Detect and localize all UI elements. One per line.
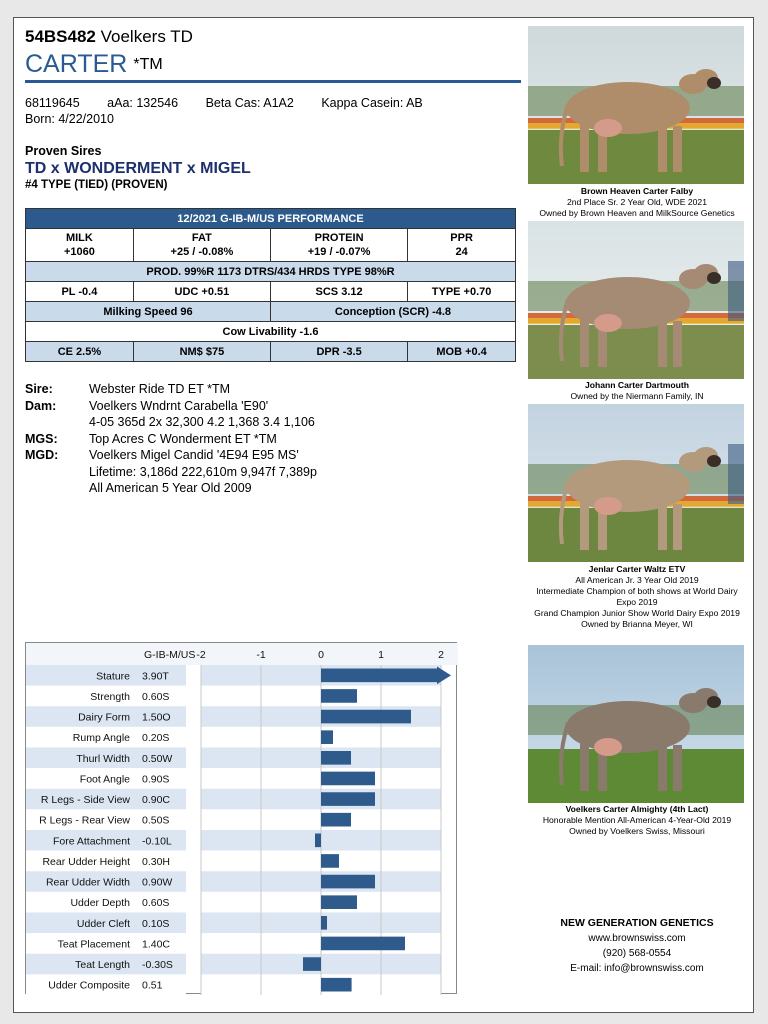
trait-label: Foot Angle — [79, 773, 130, 786]
pedigree-value: 4-05 365d 2x 32,300 4.2 1,368 3.4 1,106 — [89, 415, 315, 429]
pedigree-row — [25, 447, 317, 464]
sire-name-line — [25, 50, 163, 79]
dpr-value: DPR -3.5 — [270, 342, 407, 362]
conception-rate: Conception (SCR) -4.8 — [270, 302, 515, 322]
photo-caption-line: Owned by Brianna Meyer, WI — [581, 619, 693, 629]
udc-value: UDC +0.51 — [133, 282, 270, 302]
trait-label: Rump Angle — [72, 732, 130, 745]
cow-illustration — [528, 645, 744, 803]
trait-value-label: 0.20S — [142, 732, 170, 745]
photo-caption-line: Honorable Mention All-American 4-Year-Old 2019 — [542, 815, 732, 825]
aaa-code: aAa: 132546 — [107, 96, 179, 110]
beta-casein: Beta Cas: A1A2 — [205, 96, 294, 110]
ppr-cell — [408, 229, 516, 262]
photo-caption — [526, 186, 748, 219]
photo-caption-line: Owned by Voelkers Swiss, Missouri — [569, 826, 705, 836]
photo-caption-title: Voelkers Carter Almighty (4th Lact) — [565, 804, 709, 814]
cow-photo — [528, 221, 744, 379]
pedigree-label: Dam: — [25, 398, 57, 413]
cow-illustration — [528, 221, 744, 379]
trait-value-label: 0.50S — [142, 814, 170, 827]
calving-ease: CE 2.5% — [26, 342, 134, 362]
mob-value: MOB +0.4 — [408, 342, 516, 362]
trait-bar — [315, 834, 321, 848]
trait-bar — [321, 875, 375, 889]
performance-title: 12/2021 G-IB-M/US PERFORMANCE — [26, 209, 516, 229]
photo-caption-title: Johann Carter Dartmouth — [584, 380, 690, 390]
x-tick-label: 1 — [378, 649, 384, 661]
trait-label: Rear Udder Height — [42, 855, 130, 868]
trait-label: Rear Udder Width — [45, 876, 130, 889]
trait-label: Stature — [96, 670, 130, 683]
protein-cell — [270, 229, 407, 262]
trait-value-label: 0.51 — [142, 979, 163, 992]
pedigree-value: Voelkers Wndrnt Carabella 'E90' — [89, 398, 269, 413]
website-link[interactable]: www.brownswiss.com — [588, 933, 686, 944]
x-tick-label: 2 — [438, 649, 444, 661]
fat-cell — [133, 229, 270, 262]
trait-value-label: 0.30H — [142, 855, 171, 868]
trait-label: Udder Depth — [70, 897, 130, 910]
kappa-casein: Kappa Casein: AB — [321, 96, 423, 110]
trait-bar — [321, 751, 351, 765]
chart-header-bg — [26, 643, 458, 665]
pedigree-value: Webster Ride TD ET *TM — [89, 382, 231, 396]
trait-bar — [321, 730, 333, 744]
proven-sires-label: Proven Sires — [25, 144, 102, 158]
photo-caption-line: Owned by Brown Heaven and MilkSource Genetics — [539, 208, 735, 218]
pedigree-row — [25, 398, 317, 415]
trait-value-label: 1.40C — [142, 938, 171, 951]
trait-bar — [321, 792, 375, 806]
trait-bar — [321, 854, 339, 868]
trait-value-label: -0.10L — [142, 835, 172, 848]
trait-bar — [321, 978, 352, 992]
phone-number: (920) 568-0554 — [602, 948, 672, 959]
milk-cell — [26, 229, 134, 262]
trait-label: R Legs - Side View — [40, 794, 130, 807]
milk-label: MILK — [65, 232, 93, 244]
company-name: NEW GENERATION GENETICS — [560, 917, 714, 929]
pedigree-label: Sire: — [25, 382, 53, 396]
pedigree-label — [25, 480, 89, 497]
cow-livability: Cow Livability -1.6 — [26, 322, 516, 342]
trait-value-label: 0.50W — [142, 752, 173, 765]
trait-bar — [321, 813, 351, 827]
sire-suffix: *TM — [133, 56, 163, 73]
photo-caption — [526, 564, 748, 630]
protein-value: +19 / -0.07% — [307, 246, 371, 258]
x-tick-label: -2 — [196, 649, 206, 661]
type-value: TYPE +0.70 — [408, 282, 516, 302]
milking-speed: Milking Speed 96 — [26, 302, 271, 322]
trait-value-label: 0.60S — [142, 897, 170, 910]
reg-number: 68119645 — [25, 96, 80, 110]
photo-caption — [526, 804, 748, 837]
trait-bar — [303, 957, 321, 971]
trait-value-label: 0.90C — [142, 794, 171, 807]
photo-caption-line: 2nd Place Sr. 2 Year Old, WDE 2021 — [567, 197, 707, 207]
pedigree-label — [25, 464, 89, 481]
photo-caption-line: All American Jr. 3 Year Old 2019 — [575, 575, 699, 585]
photo-caption-line: Grand Champion Junior Show World Dairy Expo 2019 — [534, 608, 740, 618]
sire-sheet — [13, 17, 754, 1013]
sire-code: 54BS482 — [25, 27, 96, 46]
photo-caption-title: Jenlar Carter Waltz ETV — [588, 564, 686, 574]
prod-reliability: PROD. 99%R 1173 DTRS/434 HRDS TYPE 98%R — [26, 262, 516, 282]
pedigree-label: MGS: — [25, 431, 58, 446]
trait-value-label: 0.60S — [142, 690, 170, 703]
trait-label: Teat Length — [75, 959, 130, 972]
cow-photo — [528, 645, 744, 803]
trait-label: Udder Cleft — [76, 917, 130, 930]
pedigree-row — [25, 480, 317, 497]
trait-value-label: 0.90S — [142, 773, 170, 786]
linear-chart-svg — [26, 643, 458, 995]
pedigree-label — [25, 414, 89, 431]
trait-bar — [321, 667, 451, 685]
photo-caption — [526, 380, 748, 402]
ppr-value: 24 — [455, 246, 468, 258]
pedigree-value: All American 5 Year Old 2009 — [89, 481, 252, 495]
sire-name: CARTER — [25, 50, 128, 78]
cow-illustration — [528, 404, 744, 562]
trait-bar — [321, 689, 357, 703]
pedigree-label: MGD: — [25, 448, 59, 462]
trait-bar — [321, 895, 357, 909]
trait-label: Udder Composite — [48, 979, 130, 992]
trait-value-label: -0.30S — [142, 959, 173, 972]
trait-bar — [321, 772, 375, 786]
pedigree-row — [25, 414, 317, 431]
trait-label: Fore Attachment — [52, 835, 130, 848]
cow-photo — [528, 26, 744, 184]
contact-block — [526, 916, 748, 976]
trait-value-label: 0.10S — [142, 917, 170, 930]
linear-type-chart — [25, 642, 457, 994]
x-tick-label: -1 — [256, 649, 266, 661]
sire-code-line — [25, 27, 193, 47]
x-tick-label: 0 — [318, 649, 324, 661]
trait-bar — [321, 710, 411, 724]
cow-photo — [528, 404, 744, 562]
scs-value: SCS 3.12 — [270, 282, 407, 302]
trait-label: Thurl Width — [76, 752, 130, 765]
chart-header-label: G-IB-M/US — [144, 649, 196, 661]
birth-date: Born: 4/22/2010 — [25, 112, 114, 126]
pedigree-row — [25, 381, 317, 398]
net-merit: NM$ $75 — [133, 342, 270, 362]
ppr-label: PPR — [450, 232, 473, 244]
trait-bar — [321, 916, 327, 930]
email-address[interactable]: E-mail: info@brownswiss.com — [570, 963, 704, 974]
fat-label: FAT — [191, 232, 212, 244]
trait-value-label: 1.50O — [142, 711, 171, 724]
pedigree — [25, 381, 317, 497]
photo-caption-line: Intermediate Champion of both shows at World Dairy Expo 2019 — [536, 586, 738, 607]
trait-label: Dairy Form — [78, 711, 130, 724]
proven-sires-lineage: TD x WONDERMENT x MIGEL — [25, 160, 251, 177]
photo-caption-line: Owned by the Niermann Family, IN — [570, 391, 704, 401]
photo-caption-title: Brown Heaven Carter Falby — [580, 186, 694, 196]
pedigree-value: Lifetime: 3,186d 222,610m 9,947f 7,389p — [89, 464, 317, 479]
trait-value-label: 3.90T — [142, 670, 169, 683]
protein-label: PROTEIN — [314, 232, 364, 244]
trait-value-label: 0.90W — [142, 876, 173, 889]
milk-value: +1060 — [63, 246, 95, 258]
id-line — [25, 96, 447, 110]
trait-label: Strength — [90, 690, 130, 703]
trait-label: R Legs - Rear View — [39, 814, 130, 827]
pl-value: PL -0.4 — [26, 282, 134, 302]
pedigree-row — [25, 431, 317, 448]
fat-value: +25 / -0.08% — [170, 246, 234, 258]
trait-label: Teat Placement — [57, 938, 130, 951]
header-rule — [25, 80, 521, 83]
performance-table — [25, 208, 516, 362]
pedigree-value: Top Acres C Wonderment ET *TM — [89, 431, 277, 446]
trait-bar — [321, 937, 405, 951]
pedigree-row — [25, 464, 317, 481]
cow-illustration — [528, 26, 744, 184]
sire-prefix-name: Voelkers TD — [100, 27, 193, 46]
pedigree-value: Voelkers Migel Candid '4E94 E95 MS' — [89, 448, 299, 462]
type-rank: #4 TYPE (TIED) (PROVEN) — [25, 179, 168, 191]
